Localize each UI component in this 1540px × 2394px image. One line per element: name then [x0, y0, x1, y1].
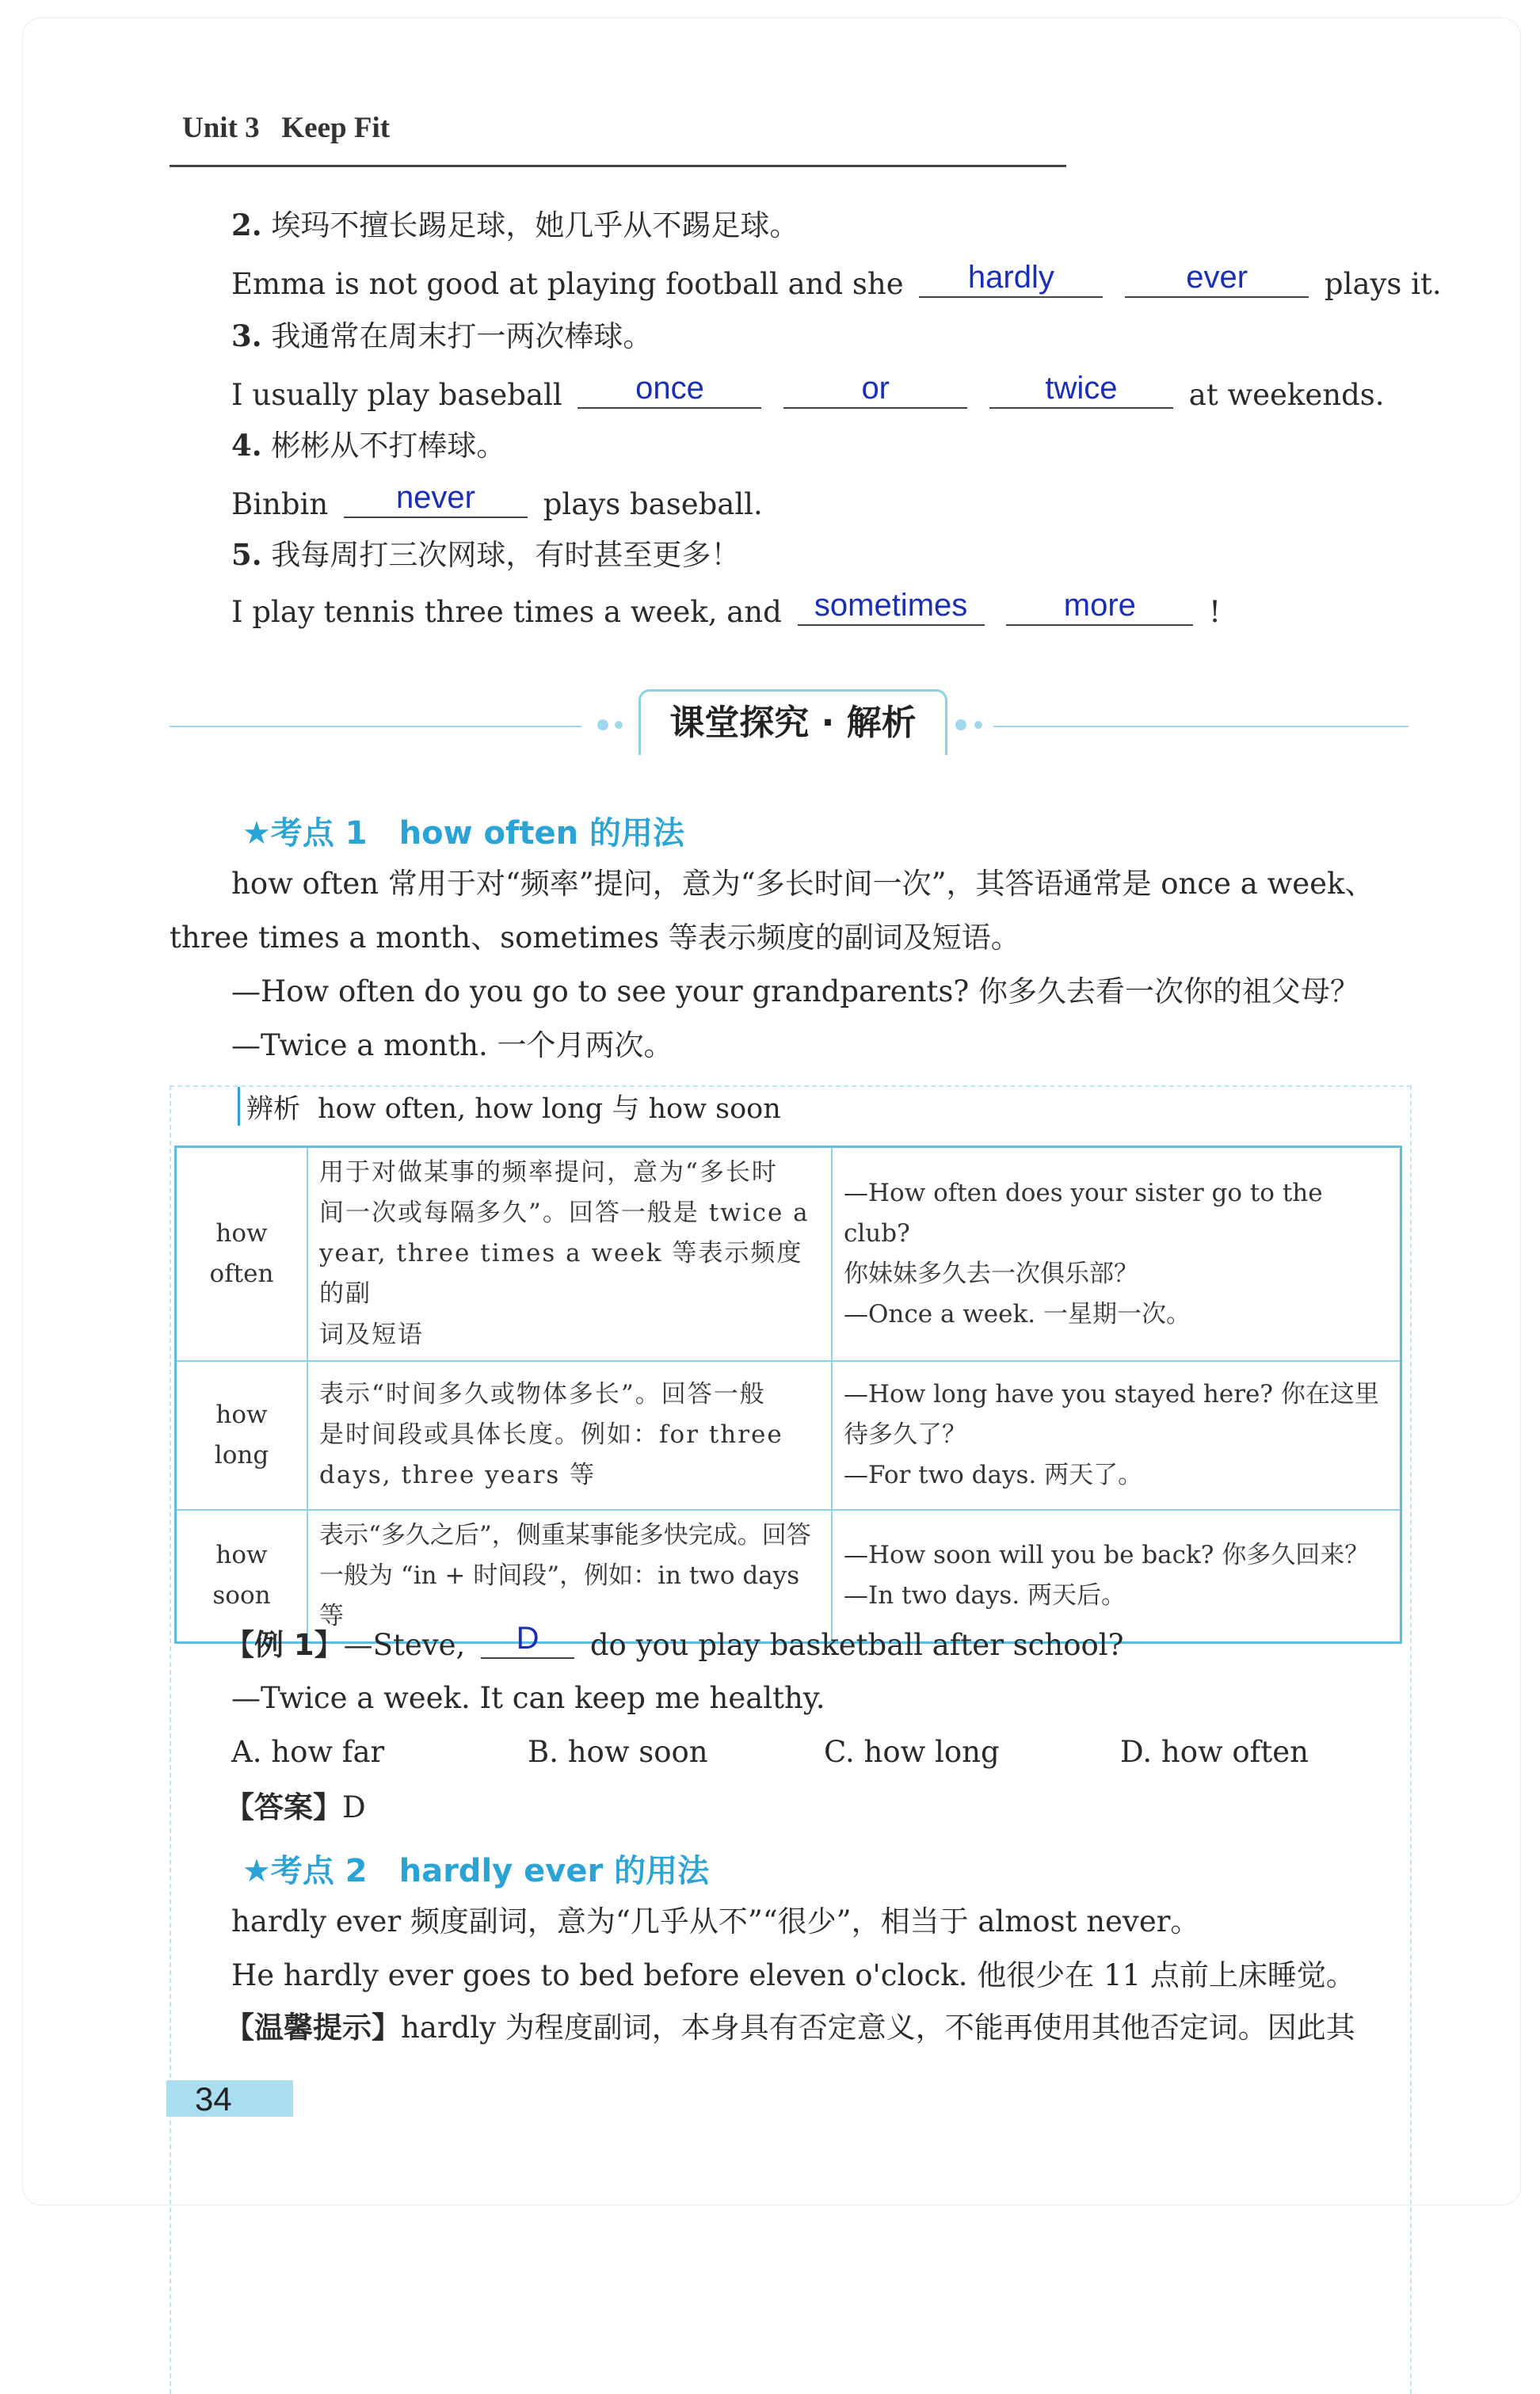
- table-example: —How often does your sister go to the club? 你妹妹多久去一次俱乐部？ —Once a week. 一星期一次。: [832, 1147, 1401, 1361]
- answer-blank[interactable]: once: [578, 369, 761, 409]
- example-1-question: 【例 1】—Steve, D do you play basketball after school?: [225, 1621, 1124, 1662]
- page-number: 34: [166, 2080, 293, 2117]
- example-1-key: 【答案】D: [225, 1790, 366, 1824]
- example-1-options: [231, 1735, 1309, 1770]
- banner-rule-right: [993, 726, 1408, 727]
- option-c[interactable]: C. how long: [824, 1735, 1000, 1769]
- keypoint-1-title: ★考点 1 how often 的用法: [242, 815, 684, 852]
- answer-blank[interactable]: more: [1006, 586, 1193, 626]
- unit-label: Unit 3: [182, 112, 260, 144]
- option-b[interactable]: B. how soon: [528, 1735, 708, 1769]
- exercise-2-sentence: Emma is not good at playing football and she hardly ever plays it.: [231, 260, 1442, 301]
- table-desc: 表示“多久之后”，侧重某事能多快完成。回答 一般为 “in + 时间段”，例如：in two days 等: [307, 1510, 832, 1643]
- answer-blank[interactable]: twice: [989, 369, 1173, 409]
- option-d[interactable]: D. how often: [1120, 1735, 1309, 1769]
- analysis-text: how often, how long 与 how soon: [318, 1093, 781, 1125]
- analysis-heading: [238, 1087, 781, 1126]
- banner-dot: [597, 719, 608, 730]
- page-header: [182, 111, 390, 145]
- section-title: 课堂探究 · 解析: [638, 689, 947, 755]
- answer-blank[interactable]: ever: [1125, 258, 1309, 298]
- comparison-table: [174, 1146, 1402, 1644]
- banner-rule-left: [170, 726, 581, 727]
- table-row: [176, 1361, 1401, 1510]
- banner-dot: [955, 719, 966, 730]
- keypoint-1-para: three times a month、sometimes 等表示频度的副词及短语。: [170, 921, 1020, 955]
- table-desc: 用于对做某事的频率提问，意为“多长时 间一次或每隔多久”。回答一般是 twice a year, three times a week 等表示频度的副 词及短语: [307, 1147, 832, 1361]
- exercise-5-prompt: 5. 我每周打三次网球，有时甚至更多！: [231, 537, 741, 572]
- exercise-4-prompt: 4. 彬彬从不打棒球。: [231, 428, 506, 463]
- option-a[interactable]: A. how far: [231, 1735, 385, 1769]
- table-term: how often: [176, 1147, 308, 1361]
- keypoint-2-para: hardly ever 频度副词，意为“几乎从不”“很少”，相当于 almost never。: [231, 1904, 1200, 1938]
- section-banner: [170, 689, 1408, 761]
- exercise-4-sentence: Binbin never plays baseball.: [231, 480, 763, 521]
- keypoint-1-example: —How often do you go to see your grandparents? 你多久去看一次你的祖父母？: [231, 974, 1359, 1008]
- banner-dot: [615, 721, 623, 729]
- header-divider: [170, 165, 1066, 167]
- exercise-3-prompt: 3. 我通常在周末打一两次棒球。: [231, 318, 653, 353]
- table-term: how long: [176, 1361, 308, 1510]
- answer-blank[interactable]: never: [344, 478, 528, 518]
- banner-dot: [974, 721, 982, 729]
- example-1-reply: —Twice a week. It can keep me healthy.: [231, 1681, 825, 1715]
- exercise-5-sentence: I play tennis three times a week, and sometimes more !: [231, 588, 1221, 629]
- table-row: [176, 1147, 1401, 1361]
- analysis-tag: 辨析: [238, 1087, 308, 1126]
- answer-blank[interactable]: D: [481, 1619, 574, 1659]
- answer-blank[interactable]: hardly: [919, 258, 1103, 298]
- answer-blank[interactable]: or: [783, 369, 967, 409]
- table-example: —How long have you stayed here? 你在这里 待多久了？ —For two days. 两天了。: [832, 1361, 1401, 1510]
- exercise-3-sentence: I usually play baseball once or twice at weekends.: [231, 371, 1385, 412]
- keypoint-1-example: —Twice a month. 一个月两次。: [231, 1028, 673, 1062]
- exercise-2-prompt: 2. 埃玛不擅长踢足球，她几乎从不踢足球。: [231, 208, 799, 242]
- answer-blank[interactable]: sometimes: [798, 586, 985, 626]
- table-term: how soon: [176, 1510, 308, 1643]
- unit-title: Keep Fit: [281, 112, 391, 144]
- keypoint-2-tip: 【温馨提示】hardly 为程度副词，本身具有否定意义，不能再使用其他否定词。因此其: [225, 2011, 1355, 2045]
- table-row: [176, 1510, 1401, 1643]
- keypoint-2-example: He hardly ever goes to bed before eleven o'clock. 他很少在 11 点前上床睡觉。: [231, 1958, 1355, 1992]
- keypoint-2-title: ★考点 2 hardly ever 的用法: [242, 1853, 710, 1889]
- keypoint-1-para: how often 常用于对“频率”提问，意为“多长时间一次”，其答语通常是 once a week、: [231, 867, 1374, 901]
- table-desc: 表示“时间多久或物体多长”。回答一般 是时间段或具体长度。例如：for three days, three years 等: [307, 1361, 832, 1510]
- table-example: —How soon will you be back? 你多久回来？ —In two days. 两天后。: [832, 1510, 1401, 1643]
